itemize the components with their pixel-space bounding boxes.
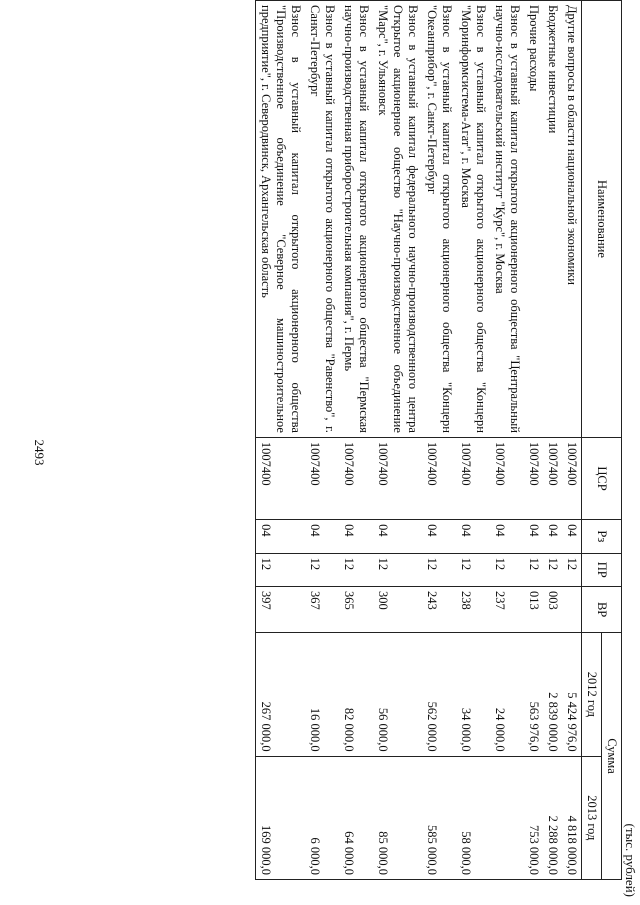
row-csr: 1007400 [305,437,339,519]
row-2013 [490,756,524,879]
table-row [373,1,422,880]
budget-table [255,0,622,880]
header-rz: Рз [582,520,622,553]
row-vr [562,586,582,632]
row-2013: 85 000,0 [373,756,422,879]
row-pr: 12 [339,553,373,586]
row-name: Взнос в уставный капитал открытого акционерного общества "Производственное объединение "Северное машиностроительное предприятие", г. Северодвинск, Архангельская область [256,1,306,438]
row-2012: 56 000,0 [373,633,422,756]
row-name: Другие вопросы в области национальной экономики [562,1,582,438]
row-2013: 58 000,0 [456,756,490,879]
table-body [256,1,582,880]
row-pr: 12 [422,553,456,586]
row-vr: 237 [490,586,524,632]
row-rz: 04 [543,520,562,553]
row-2013: 585 000,0 [422,756,456,879]
row-vr: 367 [305,586,339,632]
row-2013: 753 000,0 [524,756,543,879]
row-2012: 16 000,0 [305,633,339,756]
row-2012: 24 000,0 [490,633,524,756]
table-header [582,1,622,880]
row-pr: 12 [490,553,524,586]
row-rz: 04 [524,520,543,553]
row-csr: 1007400 [562,437,582,519]
row-rz: 04 [305,520,339,553]
page-number: 2493 [32,439,47,466]
table-row [305,1,339,880]
row-pr: 12 [524,553,543,586]
row-csr: 1007400 [256,437,306,519]
row-2013: 169 000,0 [256,756,306,879]
table-row [256,1,306,880]
header-csr: ЦСР [582,437,622,519]
row-2012: 34 000,0 [456,633,490,756]
row-pr: 12 [543,553,562,586]
table-row [543,1,562,880]
table-row [524,1,543,880]
row-vr: 300 [373,586,422,632]
row-csr: 1007400 [373,437,422,519]
row-2012: 267 000,0 [256,633,306,756]
row-name: Взнос в уставный капитал открытого акционерного общества "Равенство", г. Санкт-Петербург [305,1,339,438]
row-rz: 04 [256,520,306,553]
table-row [490,1,524,880]
row-name: Взнос в уставный капитал открытого акционерного общества "Центральный научно-исследовательский институт "Курс", г. Москва [490,1,524,438]
row-vr: 397 [256,586,306,632]
row-2013: 64 000,0 [339,756,373,879]
row-name: Взнос в уставный капитал открытого акционерного общества "Концерн "Моринформсистема-Агат", г. Москва [456,1,490,438]
row-rz: 04 [490,520,524,553]
header-2013: 2013 год [582,756,602,879]
row-pr: 12 [373,553,422,586]
row-2012: 2 839 000,0 [543,633,562,756]
row-rz: 04 [422,520,456,553]
row-vr: 003 [543,586,562,632]
row-2012: 562 000,0 [422,633,456,756]
row-name: Прочие расходы [524,1,543,438]
row-rz: 04 [339,520,373,553]
row-2013: 4 818 000,0 [562,756,582,879]
row-csr: 1007400 [456,437,490,519]
header-vr: ВР [582,586,622,632]
row-name: Взнос в уставный капитал федерального научно-производственного центра Открытое акционерное общество "Научно-производственное объединение "Марс", г. Ульяновск [373,1,422,438]
row-2012: 5 424 976,0 [562,633,582,756]
row-rz: 04 [373,520,422,553]
row-csr: 1007400 [422,437,456,519]
row-vr: 243 [422,586,456,632]
row-vr: 013 [524,586,543,632]
units-note: (тыс. рублей) [623,823,638,897]
row-rz: 04 [456,520,490,553]
header-name: Наименование [582,1,622,438]
row-pr: 12 [256,553,306,586]
row-2012: 82 000,0 [339,633,373,756]
row-2013: 6 000,0 [305,756,339,879]
header-pr: ПР [582,553,622,586]
row-name: Бюджетные инвестиции [543,1,562,438]
row-csr: 1007400 [490,437,524,519]
row-pr: 12 [305,553,339,586]
row-csr: 1007400 [524,437,543,519]
row-csr: 1007400 [339,437,373,519]
table-row [422,1,456,880]
row-pr: 12 [562,553,582,586]
row-vr: 238 [456,586,490,632]
row-2013: 2 288 000,0 [543,756,562,879]
row-name: Взнос в уставный капитал открытого акционерного общества "Пермская научно-производственная приборостроительная компания", г. Пермь [339,1,373,438]
row-name: Взнос в уставный капитал открытого акционерного общества "Концерн "Океанприбор", г. Санкт-Петербург [422,1,456,438]
header-sum: Сумма [602,633,622,880]
table-row [456,1,490,880]
row-vr: 365 [339,586,373,632]
header-2012: 2012 год [582,633,602,756]
table-row [339,1,373,880]
row-csr: 1007400 [543,437,562,519]
row-pr: 12 [456,553,490,586]
row-rz: 04 [562,520,582,553]
row-2012: 563 976,0 [524,633,543,756]
table-row [562,1,582,880]
